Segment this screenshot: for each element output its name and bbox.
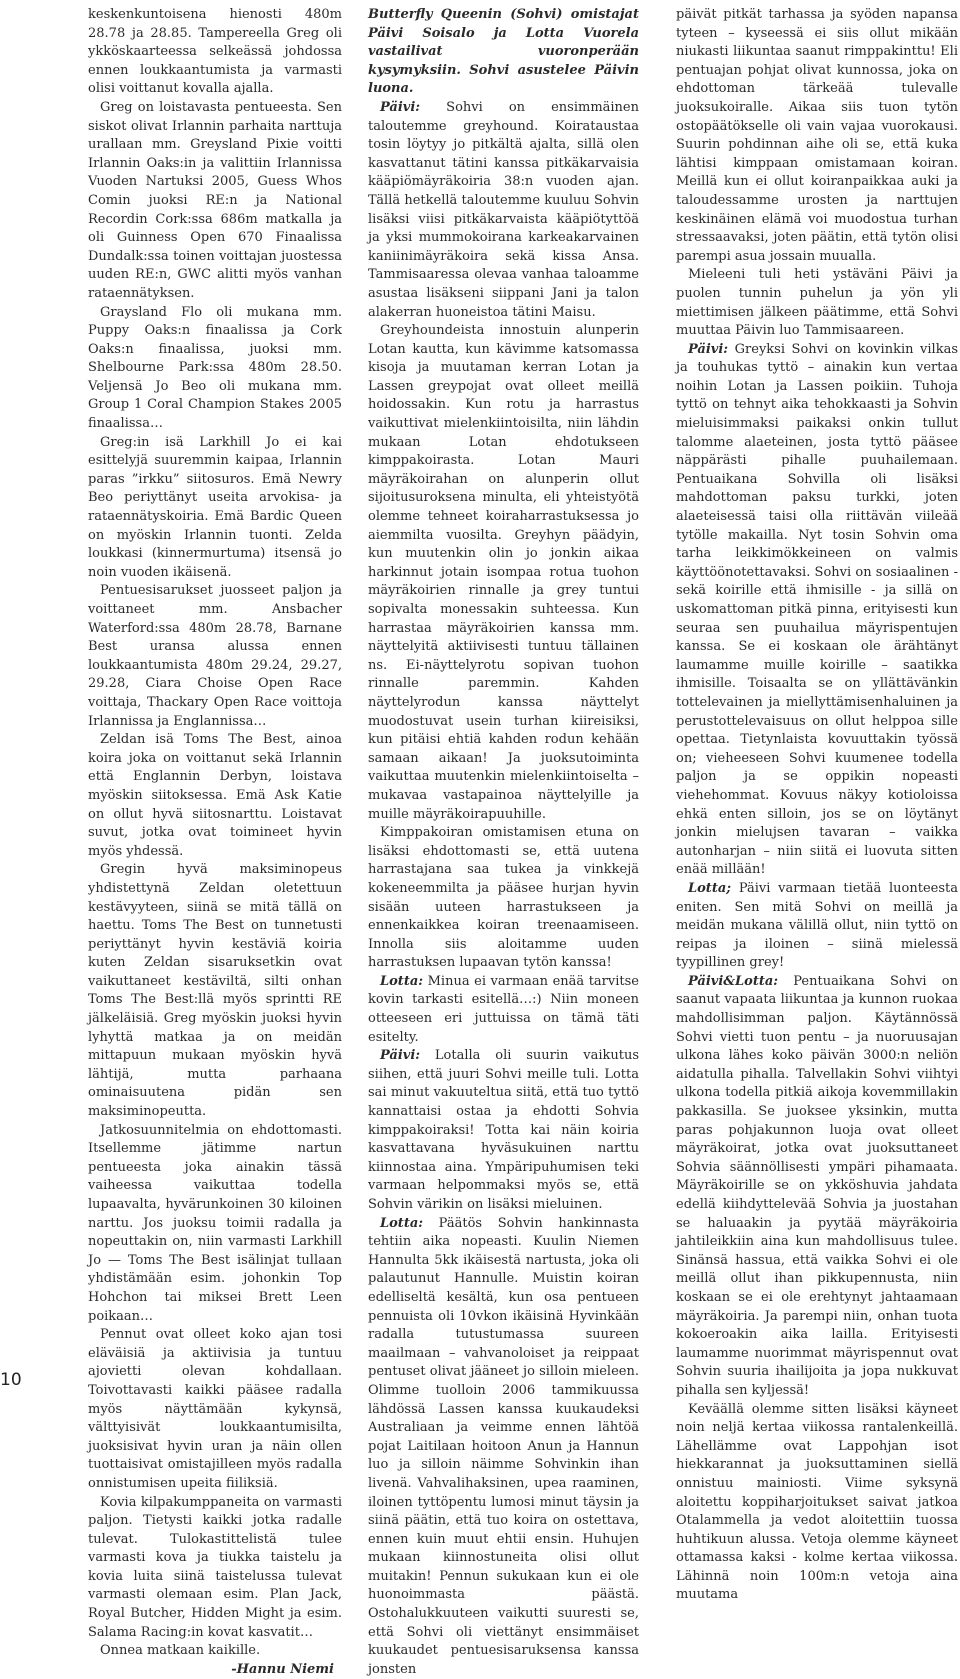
paragraph-text: Keväällä olemme sitten lisäksi käyneet noin neljä kertaa viikossa rantalenkeillä. Lähellämme ovat Lappohjan isot hiekkarannat ja juoksuttaminen siellä onnistuu mainiosti. Viime syksynä aloitettu koppiharjoitukset saivat jatkoa Otalammella ja vedot aloitettiin tuossa huhtikuun alussa. Vetoja olemme käyneet ottamassa kaksi - kolme kertaa viikossa. Lähinnä noin 100m:n vetoja aina muutama bbox=[676, 1401, 958, 1603]
page-number: 10 bbox=[0, 1370, 22, 1390]
speaker-label: Lotta: bbox=[380, 973, 424, 989]
body-paragraph bbox=[88, 1122, 342, 1327]
speaker-label: Päivi: bbox=[380, 99, 421, 115]
paragraph-text: Greyksi Sohvi on kovinkin vilkas ja touhukas tyttö – ainakin kun vertaa noihin Lotan ja Lassen poikiin. Tuhoja tyttö on tehnyt aika tehokkaasti ja Sohvin mieluisimmaksi paikaksi onkin tullut talomme alaeteinen, josta tyttö pääsee näppärästi pihalle puuhailemaan. Pentuaikana Sohvilla oli lisäksi mahdottoman paksu turkki, joten alaeteisessä taisi olla riittävän viileää tytölle makailla. Nyt tosin Sohvin oma tarha leikkimökkeineen on valmis käyttöönotettavaksi. Sohvi on sosiaalinen - sekä koirille että ihmisille - ja sillä on uskomattoman pitkä pinna, erityisesti kun seuraa sen puuhailua mäyrispentujen kanssa. Se ei koskaan ole ärähtänyt laumamme muille koirille – saatikka ihmisille. Toisaalta se on yllättävänkin tottelevainen ja miellyttämisenhaluinen ja perustottelevaisuus on ollut helppoa sille opettaa. Tietynlaista kovuuttakin työssä on; vieheeseen Sohvi kuumenee todella paljon ja se oppikin nopeasti viehehommat. Kovuus näkyy kotioloissa ehkä enten silloin, jos se on löytänyt jonkin mielujsen tavaran – vaikka autonharjan – niin siitä ei luovuta sitten enää millään! bbox=[676, 341, 958, 878]
paragraph-text: Kovia kilpakumppaneita on varmasti paljon. Tietysti kaikki jotka radalle tulevat. Tulokastittelistä tulee varmasti kova ja tiukka taistelu ja kovia luita siinä taistelussa tulevat varmasti olemaan esim. Plan Jack, Royal Butcher, Hidden Might ja esim. Salama Racing:in kovat kasvatit… bbox=[88, 1494, 342, 1640]
paragraph-text: Pentuesisarukset juosseet paljon ja voittaneet mm. Ansbacher Waterford:ssa 480m 28.78, Barnane Best uransa alussa ennen loukkaantumista 480m 29.24, 29.27, 29.28, Ciara Choise Open Race voittaja, Thackary Open Race voittoja Irlannissa ja Englannissa… bbox=[88, 583, 342, 729]
body-paragraph bbox=[368, 824, 639, 973]
paragraph-text: Mieleeni tuli heti ystäväni Päivi ja puolen tunnin puhelun ja yön yli miettimisen jälkeen päätimme, että Sohvi muuttaa Päivin luo Tammisaareen. bbox=[676, 267, 958, 339]
body-paragraph bbox=[368, 322, 639, 824]
paragraph-text: Greyhoundeista innostuin alunperin Lotan kautta, kun kävimme katsomassa kisoja ja muutaman kerran Lotan ja Lassen greypojat ovat olleet meillä hoidossakin. Kun rotu ja harrastus vaikuttivat mielenkiintoisilta, niin lähdin mukaan Lotan ehdotukseen kimppakoirasta. Lotan Mauri mäyräkoirahan on alunperin ollut sijoitusuroksena minulta, eli yhteistyötä olemme tehneet koiraharrastuksessa jo aiemmilta vuosilta. Greyhyn päädyin, kun muutenkin olin jo jonkin aikaa harkinnut jotain isompaa rotua tuohon mäyräkoirien rinnalle ja grey tuntui sopivalta monessakin suhteessa. Kun harrastaa mäyräkoirien kanssa mm. näyttelyitä aktiivisesti tuntuu tällainen ns. Ei-näyttelyrotu sopivan tuohon rinnalle paremmin. Kahden näyttelyrodun kanssa näyttelyt muodostuvat usein turhan kiireisiksi, kun pitäisi ehtiä kahden rodun kehään samaan aikaan! Ja juoksutoiminta vaikuttaa muutenkin mielenkiintoiselta – mukavaa vastapainoa näyttelyille ja muille mäyräkoirapuuhille. bbox=[368, 323, 639, 822]
body-paragraph bbox=[368, 1215, 639, 1679]
author-signature bbox=[88, 1661, 342, 1679]
body-paragraph bbox=[676, 6, 958, 266]
paragraph-text: -Hannu Niemi bbox=[231, 1661, 334, 1677]
body-paragraph bbox=[88, 1494, 342, 1643]
body-paragraph bbox=[676, 266, 958, 340]
body-paragraph bbox=[368, 973, 639, 1047]
body-paragraph bbox=[676, 341, 958, 880]
speaker-label: Päivi: bbox=[688, 341, 729, 357]
body-paragraph bbox=[676, 880, 958, 973]
paragraph-text: Zeldan isä Toms The Best, ainoa koira joka on voittanut sekä Irlannin että Englannin Derbyn, loistava myöskin siitoksessa. Emä Ask Katie on ollut hyvä siitosnarttu. Loistavat suvut, jotka ovat toimineet hyvin myös yhdessä. bbox=[88, 732, 342, 859]
column-right bbox=[676, 6, 958, 1605]
paragraph-text: Pentuaikana Sohvi on saanut vapaata liikuntaa ja kunnon ruokaa mahdollisimman paljon. Käytännössä Sohvi vietti tuon pentu – ja nuoruusajan ulkona lähes koko päivän 3000:n neliön aidatulla pihalla. Talvellakin Sohvi viihtyi ulkona todella pitkiä aikoja kovemmillakin pakkasilla. Se juoksee yksinkin, mutta paras pohjakunnon luoja ovat olleet mäyräkoirat, jotka ovat juoksuttaneet Sohvia säännöllisesti ympäri pihamaata. Mäyräkoirille se on ykköshuvia jahdata edellä kiihdyttelevää Sohvia ja juostahan se haluaakin ja pyytää mäyräkoiria jahtileikkiin aina kun mahdollisuus tulee. Sinänsä hassua, että vaikka Sohvi ei ole meillä ollut ihan pikkupennusta, niin koskaan se ei ole erehtynyt jahtaamaan mäyräkoiria. Ja parempi niin, onhan tuota kokoeroakin aika lailla. Erityisesti laumamme nuorimmat mäyrispennut ovat Sohvin suuria ihailijoita ja jopa nukkuvat pihalla sen kyljessä! bbox=[676, 973, 958, 1398]
paragraph-text: Gregin hyvä maksiminopeus yhdistettynä Zeldan oletettuun kestävyyteen, siinä se mitä tällä on haettu. Toms The Best on tunnetusti periyttänyt hyvin kestäviä koiria kuten Zeldan sisaruksetkin ovat vaikuttaneet kestäviltä, silti onhan Toms The Best:llä myös sprintti RE jälkeläisiä. Greg myöskin juoksi hyvin lyhyttä matkaa ja on meidän mittapuun mukaan myöskin hyvä lähtijä, mutta parhaana ominaisuutena pidän sen maksiminopeutta. bbox=[88, 862, 342, 1120]
body-paragraph bbox=[88, 304, 342, 434]
speaker-label: Päivi&Lotta: bbox=[688, 973, 779, 989]
body-paragraph bbox=[88, 861, 342, 1121]
paragraph-text: Päivi varmaan tietää luonteesta eniten. Sen mitä Sohvi on meillä ja meidän mukana välillä ollut, niin tyttö on reipas ja iloinen – siinä mielessä tyypillinen grey! bbox=[676, 880, 958, 971]
body-paragraph bbox=[88, 6, 342, 99]
speaker-label: Lotta: bbox=[380, 1215, 424, 1231]
paragraph-text: Greg:in isä Larkhill Jo ei kai esittelyjä suuremmin kaipaa, Irlannin paras ”irkku” siitosuros. Emä Newry Beo periyttänyt useita arvokisa- ja rataennätyskoiria. Emä Bardic Queen on myöskin Irlannin tuonti. Zelda loukkasi (kinnermurtuma) itsensä jo noin vuoden ikäisenä. bbox=[88, 434, 342, 580]
paragraph-text: Päätös Sohvin hankinnasta tehtiin aika nopeasti. Kuulin Niemen Hannulta 5kk ikäisestä nartusta, joka oli palautunut Hannulle. Muistin koiran edelliseltä kesältä, kun osa pentueen pennuista oli 10vkon ikäisinä Hyvinkään radalla tutustumassa suureen maailmaan – vahvanoloiset ja reippaat pentuset olivat jääneet jo silloin mieleen. Olimme tuolloin 2006 tammikuussa lähdössä Lassen kanssa kuukaudeksi Australiaan ja veimme ennen lähtöä pojat Laitilaan hoitoon Anun ja Hannun luo ja silloin näimme Sohvinkin ihan livenä. Vahvalihaksinen, upea raaminen, iloinen tyttöpentu lumosi minut täysin ja siinä päätin, että tuo koira on ostettava, ennen kuin muut ehtii ensin. Huhujen mukaan kiinnostuneita olisi ollut muitakin! Pennun sukukaan kun ei ole huonoimmasta päästä. Ostohalukkuuteen vaikutti suuresti se, että Sohvi oli viettänyt ensimmäiset kuukaudet pentuesisaruksensa kanssa jonsten bbox=[368, 1215, 639, 1677]
body-paragraph bbox=[88, 1642, 342, 1661]
speaker-label: Lotta; bbox=[688, 880, 732, 896]
body-paragraph bbox=[88, 434, 342, 583]
paragraph-text: Minua ei varmaan enää tarvitse kovin tarkasti esitellä…:) Niin moneen otteeseen eri juttuissa on tämä täti esitelty. bbox=[368, 973, 639, 1045]
body-paragraph bbox=[88, 99, 342, 304]
paragraph-text: keskenkuntoisena hienosti 480m 28.78 ja 28.85. Tampereella Greg oli ykköskaarteessa selkeässä johdossa ennen loukkaantumista ja varmasti olisi voittanut kovalla ajalla. bbox=[88, 7, 342, 97]
paragraph-text: Lotalla oli suurin vaikutus siihen, että juuri Sohvi meille tuli. Lotta sai minut vakuuteltua siitä, että tuo tyttö kannattaisi ostaa ja ehdotti Sohvia kimppakoiraksi! Totta kai näin koiria kasvattavana hyväsukuinen narttu kiinnostaa aina. Ympäripuhumisen teki varmaan helpommaksi myös se, että Sohvin värikin on lisäksi mieluinen. bbox=[368, 1048, 639, 1212]
speaker-label: Päivi: bbox=[380, 1048, 421, 1064]
paragraph-text: Greg on loistavasta pentueesta. Sen siskot olivat Irlannin parhaita narttuja urallaan mm. Greysland Pixie voitti Irlannin Oaks:in ja valittiin Irlannissa Vuoden Nartuksi 2005, Guess Whos Comin juoksi RE:n ja National Recordin Cork:ssa 686m matkalla ja oli Guinness Open 670 Finaalissa Dundalk:ssa toinen voittajan juostessa uuden RE:n, GWC alitti myös vanhan rataennätyksen. bbox=[88, 99, 342, 301]
column-middle bbox=[368, 6, 639, 1679]
paragraph-text: Kimppakoiran omistamisen etuna on lisäksi ehdottomasti se, että uutena harrastajana saa tukea ja vinkkejä kokeneemmilta ja pääsee hurjan hyvin sisään uuteen harrastukseen ja ennenkaikkea koiran treenaamiseen. Innolla siis aloitamme uuden harrastuksen lupaavan tytön kanssa! bbox=[368, 825, 639, 971]
body-paragraph bbox=[88, 1326, 342, 1493]
column-left bbox=[88, 6, 342, 1679]
body-paragraph bbox=[88, 582, 342, 731]
body-paragraph bbox=[368, 1047, 639, 1214]
paragraph-text: päivät pitkät tarhassa ja syöden napansa tyteen – kyseessä ei siis ollut mikään niukasti liikuntaa saanut rimppakinttu! Eli pentuajan pohjat olivat kunnossa, joka on ehdottoman tärkeää tulevalle juoksukoiralle. Aikaa siis tuon tytön ostopäätökselle oli vain vajaa vuorokausi. Suurin pohdinnan aihe oli se, että kuka lähtisi kimppaan omistamaan koiran. Meillä kun ei ollut koiranpaikkaa auki ja taloudessamme urosten ja narttujen keskinäinen elämä voi muodostua turhan stressaavaksi, joten päätin, että tytön olisi parempi asua jossain muualla. bbox=[676, 7, 958, 264]
paragraph-text: Jatkosuunnitelmia on ehdottomasti. Itsellemme jätimme nartun pentueesta joka ainakin tässä vaiheessa vaikuttaa todella lupaavalta, hyvärunkoinen 30 kiloinen narttu. Jos juoksu toimii radalla ja nopeuttakin on, niin varmasti Larkhill Jo — Toms The Best isälinjat tullaan yhdistämään esim. johonkin Top Hohchon tai miksei Brett Leen poikaan… bbox=[88, 1122, 342, 1324]
paragraph-text: Pennut ovat olleet koko ajan tosi eläväisiä ja aktiivisia ja tuntuu ajovietti olevan kohdallaan. Toivottavasti kaikki pääsee radalla myös näyttämään kykynsä, välttyisivät loukkaantumisilta, juoksisivat hyvin uran ja näin ollen tuottaisivat omistajilleen myös radalla onnistumisen upeita fiiliksiä. bbox=[88, 1327, 342, 1491]
body-paragraph bbox=[368, 99, 639, 322]
lead-paragraph bbox=[368, 6, 639, 99]
paragraph-text: Graysland Flo oli mukana mm. Puppy Oaks:n finaalissa ja Cork Oaks:n finaalissa, juoksi mm. Shelbourne Park:ssa 480m 28.50. Veljensä Jo Beo oli mukana mm. Group 1 Coral Champion Stakes 2005 finaalissa… bbox=[88, 304, 342, 432]
paragraph-text: Onnea matkaan kaikille. bbox=[100, 1643, 261, 1659]
body-paragraph bbox=[676, 973, 958, 1401]
paragraph-text: Butterfly Queenin (Sohvi) omistajat Päivi Soisalo ja Lotta Vuorela vastailivat vuoronperään kysymyksiin. Sohvi asustelee Päivin luona. bbox=[368, 7, 639, 97]
paragraph-text: Sohvi on ensimmäinen taloutemme greyhound. Koirataustaa tosin löytyy jo pitkältä ajalta, sillä olen kasvattanut tätini kanssa pitkäkarvaisia kääpiömäyräkoiria 38:n vuoden ajan. Tällä hetkellä taloutemme kuuluu Sohvin lisäksi viisi pitkäkarvaista kääpiötyttöä ja yksi mummokoirana karkeakarvainen kaniinimäyräkoira sekä kissa Ansa. Tammisaaressa olevaa vanhaa taloamme asustaa lisäkseni siippani Jani ja talon alakerran huoneistoa tätini Maisu. bbox=[368, 99, 639, 320]
body-paragraph bbox=[676, 1401, 958, 1606]
body-paragraph bbox=[88, 731, 342, 861]
